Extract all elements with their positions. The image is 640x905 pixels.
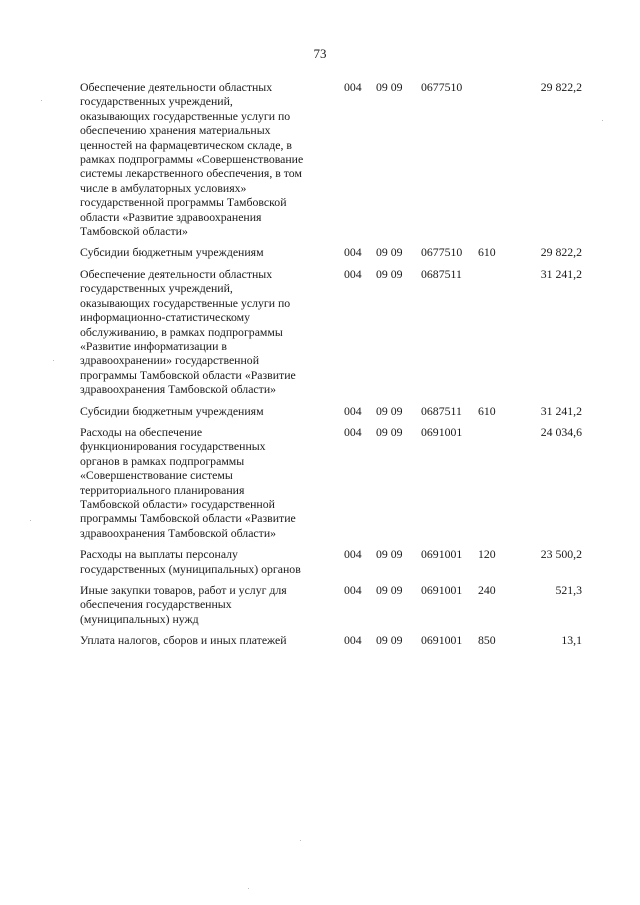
expense-type-code: 850 (478, 633, 496, 648)
expense-name: Субсидии бюджетным учреждениям (80, 245, 264, 260)
expense-type-code: 610 (478, 245, 496, 260)
target-article-code: 0691001 (421, 633, 463, 648)
table-row (80, 583, 582, 626)
section-code: 09 09 (376, 266, 403, 281)
scan-speck (602, 120, 603, 121)
scan-speck (248, 888, 249, 889)
scan-speck (30, 520, 31, 521)
expense-name: Иные закупки товаров, работ и услуг для обеспечения государственных (муниципальных) нужд (80, 583, 287, 626)
section-code: 09 09 (376, 547, 403, 562)
section-code: 09 09 (376, 403, 403, 418)
table-row (80, 245, 582, 259)
target-article-code: 0691001 (421, 583, 463, 597)
target-article-code: 0687511 (421, 403, 462, 418)
amount: 29 822,2 (540, 245, 582, 260)
target-article-code: 0691001 (421, 547, 463, 562)
ministry-code: 004 (344, 583, 362, 597)
ministry-code: 004 (344, 403, 362, 418)
table-row (80, 80, 582, 238)
amount: 24 034,6 (540, 424, 582, 439)
target-article-code: 0687511 (421, 266, 462, 281)
amount: 23 500,2 (540, 547, 582, 562)
section-code: 09 09 (376, 633, 403, 648)
table-row (80, 425, 582, 540)
expense-name: Обеспечение деятельности областных государственных учреждений, оказывающих государственные услуги по информационно-статистическому обслуживанию, в рамках подпрограммы «Развитие информатизации в здравоохранении» государственной программы Тамбовской области «Развитие здравоохранения Тамбовской области» (80, 266, 296, 397)
section-code: 09 09 (376, 583, 403, 597)
amount: 31 241,2 (540, 266, 582, 281)
table-row (80, 633, 582, 647)
expense-type-code: 120 (478, 547, 496, 562)
scan-speck (53, 360, 54, 361)
ministry-code: 004 (344, 424, 362, 439)
expense-type-code: 240 (478, 583, 496, 597)
table-row (80, 404, 582, 418)
table-row (80, 267, 582, 397)
expense-name: Расходы на обеспечение функционирования государственных органов в рамках подпрограммы «Совершенствование системы территориального планирования Тамбовской области» государственной программы Тамбовской области «Развитие здравоохранения Тамбовской области» (80, 424, 296, 540)
expense-name: Обеспечение деятельности областных государственных учреждений, оказывающих государственные услуги по обеспечению хранения материальных ценностей на фармацевтическом складе, в рамках подпрограммы «Совершенствование системы лекарственного обеспечения, в том числе в амбулаторных условиях» государственной программы Тамбовской области «Развитие здравоохранения Тамбовской области» (80, 80, 304, 239)
target-article-code: 0691001 (421, 424, 463, 439)
amount: 29 822,2 (540, 80, 582, 94)
table-row (80, 547, 582, 576)
ministry-code: 004 (344, 245, 362, 260)
amount: 31 241,2 (540, 403, 582, 418)
target-article-code: 0677510 (421, 245, 463, 260)
amount: 521,3 (555, 583, 582, 597)
section-code: 09 09 (376, 80, 403, 94)
scan-speck (41, 100, 42, 101)
target-article-code: 0677510 (421, 80, 463, 94)
budget-table (80, 80, 582, 655)
ministry-code: 004 (344, 80, 362, 94)
scan-speck (300, 840, 301, 841)
ministry-code: 004 (344, 266, 362, 281)
ministry-code: 004 (344, 547, 362, 562)
section-code: 09 09 (376, 245, 403, 260)
expense-name: Уплата налогов, сборов и иных платежей (80, 633, 287, 648)
amount: 13,1 (561, 633, 582, 648)
expense-type-code: 610 (478, 403, 496, 418)
ministry-code: 004 (344, 633, 362, 648)
expense-name: Расходы на выплаты персоналу государственных (муниципальных) органов (80, 547, 301, 576)
page-number: 73 (313, 46, 327, 61)
expense-name: Субсидии бюджетным учреждениям (80, 403, 264, 418)
section-code: 09 09 (376, 424, 403, 439)
